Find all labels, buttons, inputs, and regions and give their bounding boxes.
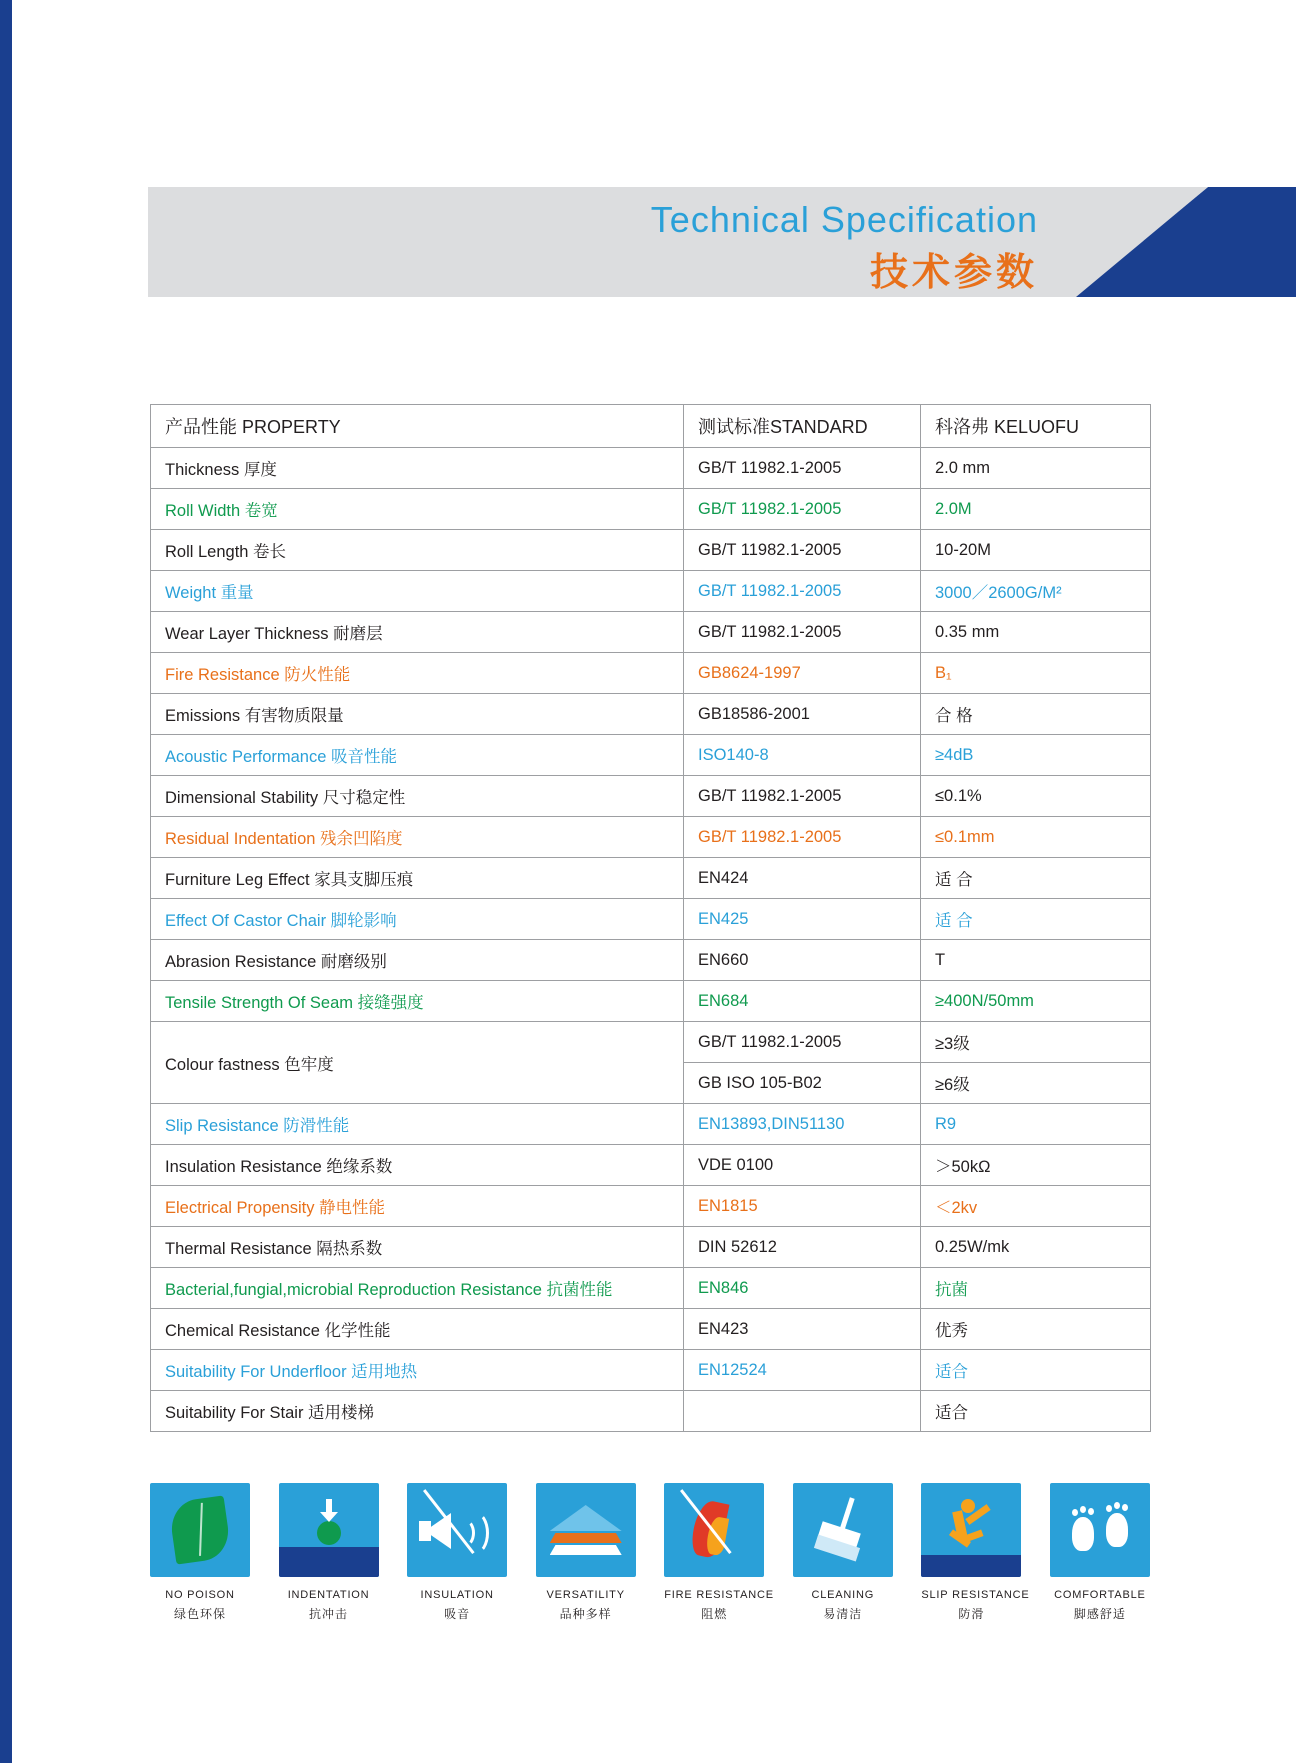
feature-label-cn: 品种多样 — [559, 1607, 612, 1621]
feature-label-en: NO POISON — [165, 1589, 235, 1601]
cell-value: ＜2kv — [921, 1186, 1151, 1227]
table-row — [151, 612, 1151, 653]
cell-property: Roll Width 卷宽 — [151, 489, 684, 530]
technical-specification-table — [150, 404, 1151, 1432]
table-row — [151, 1309, 1151, 1350]
running-person-icon — [921, 1483, 1021, 1577]
table-row — [151, 694, 1151, 735]
feature-cleaning — [793, 1483, 893, 1622]
cell-property: Insulation Resistance 绝缘系数 — [151, 1145, 684, 1186]
table-row — [151, 653, 1151, 694]
cell-standard: ISO140-8 — [684, 735, 921, 776]
cell-standard: VDE 0100 — [684, 1145, 921, 1186]
cell-value: 适合 — [921, 1391, 1151, 1432]
layers-icon — [536, 1483, 636, 1577]
feature-label-cn: 绿色环保 — [173, 1607, 226, 1621]
feature-label-cn: 易清洁 — [823, 1607, 863, 1621]
cell-property: Chemical Resistance 化学性能 — [151, 1309, 684, 1350]
feature-label-en: INSULATION — [420, 1589, 494, 1601]
table-row — [151, 489, 1151, 530]
cell-value: ≥6级 — [921, 1063, 1151, 1104]
cell-value: T — [921, 940, 1151, 981]
table-row — [151, 1391, 1151, 1432]
cell-standard — [684, 1391, 921, 1432]
feature-indentation — [279, 1483, 379, 1622]
feature-label-en: VERSATILITY — [546, 1589, 625, 1601]
feature-label-en: COMFORTABLE — [1054, 1589, 1146, 1601]
speaker-muted-icon — [407, 1483, 507, 1577]
table-row — [151, 1268, 1151, 1309]
page-header-banner — [148, 187, 1296, 297]
cell-value: 10-20M — [921, 530, 1151, 571]
feature-label-en: INDENTATION — [287, 1589, 370, 1601]
table-row — [151, 1145, 1151, 1186]
indentation-icon — [279, 1483, 379, 1577]
cell-value: ≥3级 — [921, 1022, 1151, 1063]
feature-no-poison — [150, 1483, 250, 1622]
cell-property: Thermal Resistance 隔热系数 — [151, 1227, 684, 1268]
cell-standard: GB/T 11982.1-2005 — [684, 776, 921, 817]
cell-property: Wear Layer Thickness 耐磨层 — [151, 612, 684, 653]
feature-label-en: SLIP RESISTANCE — [921, 1589, 1030, 1601]
table-body — [151, 448, 1151, 1432]
column-header-property: 产品性能 PROPERTY — [151, 405, 684, 448]
page-left-edge-bar — [0, 0, 12, 1763]
cell-standard: EN684 — [684, 981, 921, 1022]
cell-standard: GB ISO 105-B02 — [684, 1063, 921, 1104]
cell-property: Bacterial,fungial,microbial Reproduction Resistance 抗菌性能 — [151, 1268, 684, 1309]
cell-property: Abrasion Resistance 耐磨级别 — [151, 940, 684, 981]
cell-standard: GB18586-2001 — [684, 694, 921, 735]
cell-standard: GB/T 11982.1-2005 — [684, 817, 921, 858]
table-row — [151, 1022, 1151, 1063]
table-row — [151, 899, 1151, 940]
column-header-standard: 测试标准STANDARD — [684, 405, 921, 448]
cell-property: Roll Length 卷长 — [151, 530, 684, 571]
cell-standard: EN12524 — [684, 1350, 921, 1391]
cell-property: Weight 重量 — [151, 571, 684, 612]
column-header-value: 科洛弗 KELUOFU — [921, 405, 1151, 448]
cell-property: Furniture Leg Effect 家具支脚压痕 — [151, 858, 684, 899]
cell-property: Tensile Strength Of Seam 接缝强度 — [151, 981, 684, 1022]
feature-label-cn: 阻燃 — [701, 1607, 728, 1621]
cell-standard: DIN 52612 — [684, 1227, 921, 1268]
table-row — [151, 735, 1151, 776]
table-row — [151, 1350, 1151, 1391]
cell-property: Residual Indentation 残余凹陷度 — [151, 817, 684, 858]
cell-value: 适 合 — [921, 899, 1151, 940]
table-row — [151, 1227, 1151, 1268]
feature-fire-resistance — [664, 1483, 774, 1622]
cell-value: 适合 — [921, 1350, 1151, 1391]
table-row — [151, 530, 1151, 571]
cell-property: Emissions 有害物质限量 — [151, 694, 684, 735]
cell-standard: GB8624-1997 — [684, 653, 921, 694]
cell-property: Suitability For Stair 适用楼梯 — [151, 1391, 684, 1432]
feature-slip-resistance — [921, 1483, 1030, 1622]
cell-value: 3000／2600G/M² — [921, 571, 1151, 612]
table-row — [151, 1104, 1151, 1145]
cell-value: 2.0M — [921, 489, 1151, 530]
cell-property: Thickness 厚度 — [151, 448, 684, 489]
cell-standard: GB/T 11982.1-2005 — [684, 1022, 921, 1063]
feature-label-cn: 脚感舒适 — [1073, 1607, 1126, 1621]
table-row — [151, 776, 1151, 817]
page-title-english: Technical Specification — [650, 199, 1038, 240]
footprints-icon — [1050, 1483, 1150, 1577]
feature-versatility — [536, 1483, 636, 1622]
cell-value: 合 格 — [921, 694, 1151, 735]
cell-value: ≥4dB — [921, 735, 1151, 776]
cell-standard: EN423 — [684, 1309, 921, 1350]
table-row — [151, 981, 1151, 1022]
cell-standard: GB/T 11982.1-2005 — [684, 571, 921, 612]
cell-property: Slip Resistance 防滑性能 — [151, 1104, 684, 1145]
cell-value: ≤0.1mm — [921, 817, 1151, 858]
cell-value: 抗菌 — [921, 1268, 1151, 1309]
feature-label-cn: 抗冲击 — [309, 1607, 349, 1621]
cell-standard: GB/T 11982.1-2005 — [684, 612, 921, 653]
table-header-row — [151, 405, 1151, 448]
feature-comfortable — [1050, 1483, 1150, 1622]
cell-property: Dimensional Stability 尺寸稳定性 — [151, 776, 684, 817]
cell-standard: GB/T 11982.1-2005 — [684, 448, 921, 489]
cell-standard: GB/T 11982.1-2005 — [684, 489, 921, 530]
cell-property: Suitability For Underfloor 适用地热 — [151, 1350, 684, 1391]
cell-value: ＞50kΩ — [921, 1145, 1151, 1186]
cell-value: R9 — [921, 1104, 1151, 1145]
cell-property: Colour fastness 色牢度 — [151, 1022, 684, 1104]
feature-icon-row — [150, 1483, 1150, 1622]
table-row — [151, 448, 1151, 489]
cell-property: Fire Resistance 防火性能 — [151, 653, 684, 694]
cell-value: 0.35 mm — [921, 612, 1151, 653]
cell-value: 适 合 — [921, 858, 1151, 899]
table-row — [151, 817, 1151, 858]
cell-standard: EN424 — [684, 858, 921, 899]
table-row — [151, 858, 1151, 899]
feature-insulation — [407, 1483, 507, 1622]
broom-icon — [793, 1483, 893, 1577]
cell-value: ≤0.1% — [921, 776, 1151, 817]
cell-standard: EN13893,DIN51130 — [684, 1104, 921, 1145]
cell-value: 2.0 mm — [921, 448, 1151, 489]
table-row — [151, 940, 1151, 981]
feature-label-en: CLEANING — [811, 1589, 875, 1601]
cell-standard: EN1815 — [684, 1186, 921, 1227]
cell-value: ≥400N/50mm — [921, 981, 1151, 1022]
cell-property: Electrical Propensity 静电性能 — [151, 1186, 684, 1227]
feature-label-cn: 吸音 — [444, 1607, 471, 1621]
cell-standard: EN425 — [684, 899, 921, 940]
page-title-chinese: 技术参数 — [869, 252, 1038, 294]
cell-standard: EN660 — [684, 940, 921, 981]
cell-value: B₁ — [921, 653, 1151, 694]
cell-standard: EN846 — [684, 1268, 921, 1309]
table-row — [151, 1186, 1151, 1227]
cell-property: Effect Of Castor Chair 脚轮影响 — [151, 899, 684, 940]
flame-blocked-icon — [664, 1483, 764, 1577]
page-left-edge-accent — [12, 0, 15, 1763]
table-row — [151, 571, 1151, 612]
cell-value: 0.25W/mk — [921, 1227, 1151, 1268]
feature-label-cn: 防滑 — [958, 1607, 985, 1621]
cell-property: Acoustic Performance 吸音性能 — [151, 735, 684, 776]
cell-standard: GB/T 11982.1-2005 — [684, 530, 921, 571]
leaf-icon — [150, 1483, 250, 1577]
cell-value: 优秀 — [921, 1309, 1151, 1350]
feature-label-en: FIRE RESISTANCE — [664, 1589, 774, 1601]
